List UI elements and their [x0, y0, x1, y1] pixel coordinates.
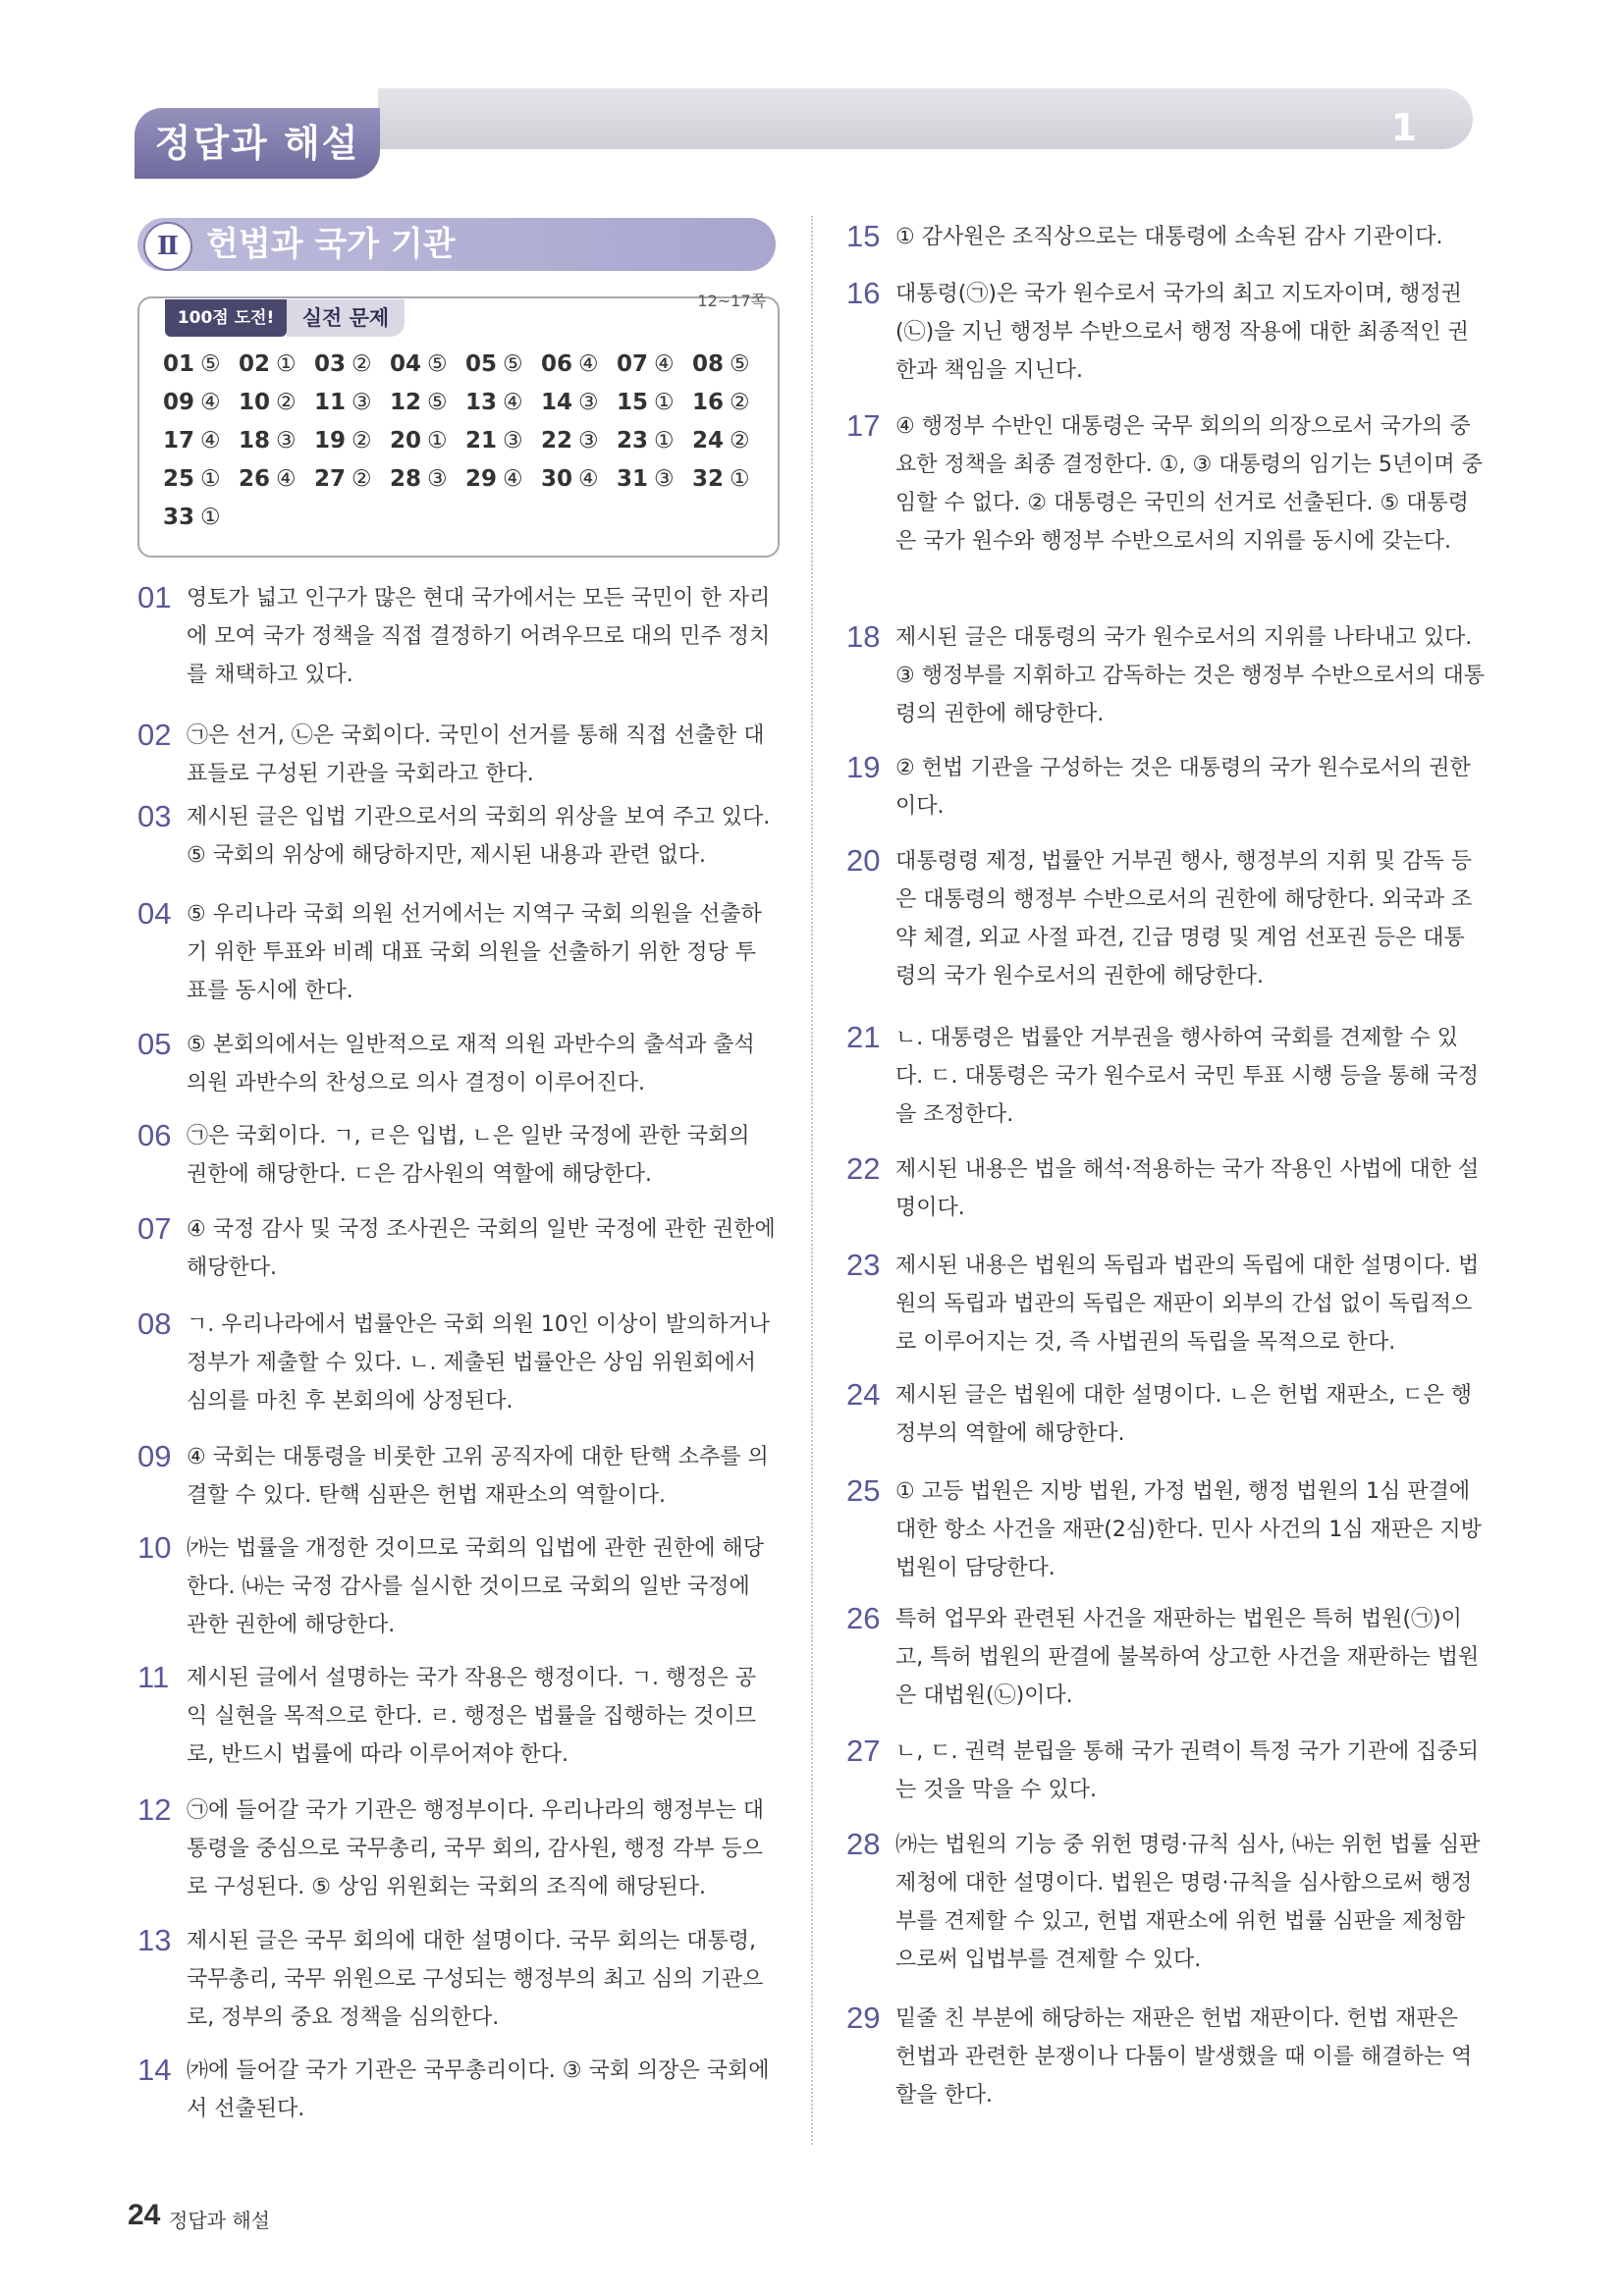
explanation-text: 제시된 내용은 법을 해석·적용하는 국가 작용인 사법에 대한 설명이다.	[895, 1157, 1480, 1220]
answer-item	[163, 505, 221, 530]
explanation-text: ⑤ 본회의에서는 일반적으로 재적 의원 과반수의 출석과 출석 의원 과반수의 찬성으로 의사 결정이 이루어진다.	[187, 1033, 755, 1095]
explanation-number: 02	[137, 718, 172, 752]
answer-choice: ①	[276, 351, 297, 377]
explanation-text: 밑줄 친 부분에 해당하는 재판은 헌법 재판이다. 헌법 재판은 헌법과 관련한 분쟁이나 다툼이 발생했을 때 이를 해결하는 역할을 한다.	[895, 2006, 1473, 2108]
answer-item	[163, 390, 221, 415]
explanation-text: ① 고등 법원은 지방 법원, 가정 법원, 행정 법원의 1심 판결에 대한 항소 사건을 재판(2심)한다. 민사 사건의 1심 재판은 지방 법원이 담당한다.	[895, 1479, 1482, 1580]
footer-label: 정답과 해설	[169, 2209, 270, 2232]
answer-item	[239, 390, 297, 415]
answer-question-number: 14	[541, 390, 573, 415]
explanation-text: ㉠은 선거, ㉡은 국회이다. 국민이 선거를 통해 직접 선출한 대표들로 구성된 기관을 국회라고 한다.	[187, 723, 765, 786]
answer-choice: ①	[200, 505, 221, 530]
answer-item	[239, 428, 297, 454]
answer-item	[314, 466, 372, 492]
explanation-number: 07	[137, 1211, 172, 1246]
answer-item	[541, 351, 599, 377]
answer-item	[617, 466, 675, 492]
answer-question-number: 01	[163, 351, 195, 377]
explanation-number: 04	[137, 896, 172, 931]
explanation-number: 29	[846, 2001, 881, 2035]
answer-item	[314, 390, 372, 415]
explanation-number: 25	[846, 1473, 881, 1508]
answer-question-number: 07	[617, 351, 649, 377]
answer-question-number: 32	[692, 466, 725, 492]
explanation-number: 28	[846, 1827, 881, 1861]
answer-question-number: 02	[239, 351, 271, 377]
explanation-number: 01	[137, 580, 172, 614]
answer-item	[617, 390, 675, 415]
explanation-text: 제시된 글은 입법 기관으로서의 국회의 위상을 보여 주고 있다. ⑤ 국회의 위상에 해당하지만, 제시된 내용과 관련 없다.	[187, 805, 771, 868]
answer-question-number: 17	[163, 428, 195, 454]
answer-item	[390, 466, 448, 492]
header-band	[378, 88, 1473, 149]
answer-choice: ④	[654, 351, 675, 377]
answer-question-number: 29	[465, 466, 498, 492]
explanation-number: 08	[137, 1307, 172, 1341]
answer-question-number: 31	[617, 466, 649, 492]
answer-choice: ⑤	[427, 390, 448, 415]
explanation-number: 15	[846, 219, 881, 253]
answer-question-number: 03	[314, 351, 347, 377]
answer-item	[465, 390, 523, 415]
badge-100-challenge: 100점 도전!	[165, 299, 287, 337]
answer-choice: ①	[427, 428, 448, 454]
explanation-text: 영토가 넓고 인구가 많은 현대 국가에서는 모든 국민이 한 자리에 모여 국가 정책을 직접 결정하기 어려우므로 대의 민주 정치를 채택하고 있다.	[187, 586, 771, 687]
answer-choice: ③	[427, 466, 448, 492]
footer-page-number: 24	[128, 2199, 161, 2231]
answer-item	[541, 390, 599, 415]
explanation-text: 대통령령 제정, 법률안 거부권 행사, 행정부의 지휘 및 감독 등은 대통령의 행정부 수반으로서의 권한에 해당한다. 외국과 조약 체결, 외교 사절 파견, 긴급 명령 및 계엄 선포권 등은 대통령의 국가 원수로서의 권한에 해당한다.	[895, 849, 1473, 988]
answer-question-number: 19	[314, 428, 347, 454]
explanation-number: 14	[137, 2053, 172, 2087]
answer-choice: ③	[578, 390, 599, 415]
answer-choice: ②	[352, 351, 372, 377]
answer-choice: ②	[730, 390, 750, 415]
explanation-number: 22	[846, 1151, 881, 1186]
answer-question-number: 05	[465, 351, 498, 377]
answer-item	[163, 428, 221, 454]
explanation-number: 21	[846, 1020, 881, 1054]
answer-question-number: 12	[390, 390, 422, 415]
answer-item	[692, 428, 750, 454]
explanation-text: ② 헌법 기관을 구성하는 것은 대통령의 국가 원수로서의 권한이다.	[895, 756, 1471, 819]
explanation-number: 03	[137, 799, 172, 833]
answer-question-number: 26	[239, 466, 271, 492]
explanation-text: 제시된 글은 국무 회의에 대한 설명이다. 국무 회의는 대통령, 국무총리, 국무 위원으로 구성되는 행정부의 최고 심의 기관으로, 정부의 중요 정책을 심의한다.	[187, 1929, 764, 2030]
explanation-number: 12	[137, 1792, 172, 1827]
answer-choice: ④	[578, 351, 599, 377]
answer-question-number: 11	[314, 390, 347, 415]
explanation-number: 18	[846, 619, 881, 654]
answer-choice: ④	[200, 390, 221, 415]
answer-question-number: 25	[163, 466, 195, 492]
explanation-text: ㉠에 들어갈 국가 기관은 행정부이다. 우리나라의 행정부는 대통령을 중심으로 국무총리, 국무 회의, 감사원, 행정 각부 등으로 구성된다. ⑤ 상임 위원회는 국회의 조직에 해당된다.	[187, 1798, 764, 1899]
explanation-number: 06	[137, 1118, 172, 1152]
page-range: 12~17쪽	[697, 292, 766, 310]
answer-choice: ②	[352, 428, 372, 454]
explanation-number: 16	[846, 276, 881, 310]
answer-item	[390, 351, 448, 377]
explanation-number: 19	[846, 750, 881, 784]
header-tab: 정답과 해설	[135, 108, 380, 179]
explanation-number: 13	[137, 1923, 172, 1957]
answer-choice: ④	[503, 466, 523, 492]
explanation-number: 27	[846, 1734, 881, 1768]
section-title: 헌법과 국가 기관	[206, 225, 456, 264]
explanation-text: ㉠은 국회이다. ㄱ, ㄹ은 입법, ㄴ은 일반 국정에 관한 국회의 권한에 해당한다. ㄷ은 감사원의 역할에 해당한다.	[187, 1124, 750, 1187]
explanation-text: ㄴ. 대통령은 법률안 거부권을 행사하여 국회를 견제할 수 있다. ㄷ. 대통령은 국가 원수로서 국민 투표 시행 등을 통해 국정을 조정한다.	[895, 1026, 1479, 1127]
answer-choice: ④	[200, 428, 221, 454]
explanation-text: 제시된 글은 대통령의 국가 원수로서의 지위를 나타내고 있다. ③ 행정부를 지휘하고 감독하는 것은 행정부 수반으로서의 대통령의 권한에 해당한다.	[895, 625, 1485, 726]
answer-choice: ③	[578, 428, 599, 454]
explanation-text: ㈎는 법률을 개정한 것이므로 국회의 입법에 관한 권한에 해당한다. ㈏는 국정 감사를 실시한 것이므로 국회의 일반 국정에 관한 권한에 해당한다.	[187, 1536, 764, 1637]
answer-question-number: 22	[541, 428, 573, 454]
answer-item	[465, 428, 523, 454]
answer-item	[465, 351, 523, 377]
explanation-text: ⑤ 우리나라 국회 의원 선거에서는 지역구 국회 의원을 선출하기 위한 투표와 비례 대표 국회 의원을 선출하기 위한 정당 투표를 동시에 한다.	[187, 902, 762, 1003]
explanation-number: 17	[846, 408, 881, 443]
answer-question-number: 10	[239, 390, 271, 415]
badge-real-problems: 실전 문제	[287, 299, 405, 337]
explanation-text: ① 감사원은 조직상으로는 대통령에 소속된 감사 기관이다.	[895, 225, 1443, 249]
section-number: Ⅱ	[143, 222, 192, 271]
answer-question-number: 09	[163, 390, 195, 415]
explanation-text: ㈎는 법원의 기능 중 위헌 명령·규칙 심사, ㈏는 위헌 법률 심판 제청에 대한 설명이다. 법원은 명령·규칙을 심사함으로써 행정부를 견제할 수 있고, 헌법 재판소에 위헌 법률 심판을 제청함으로써 입법부를 견제할 수 있다.	[895, 1833, 1481, 1972]
answer-question-number: 15	[617, 390, 649, 415]
answer-choice: ①	[654, 428, 675, 454]
answer-item	[163, 466, 221, 492]
explanation-text: 제시된 내용은 법원의 독립과 법관의 독립에 대한 설명이다. 법원의 독립과 법관의 독립은 재판이 외부의 간섭 없이 독립적으로 이루어지는 것, 즉 사법권의 독립을 목적으로 한다.	[895, 1254, 1480, 1355]
answer-question-number: 04	[390, 351, 422, 377]
answer-item	[314, 351, 372, 377]
explanation-text: ④ 국정 감사 및 국정 조사권은 국회의 일반 국정에 관한 권한에 해당한다.	[187, 1217, 776, 1280]
explanation-number: 23	[846, 1248, 881, 1282]
explanation-number: 26	[846, 1601, 881, 1635]
answer-choice: ④	[276, 466, 297, 492]
answer-question-number: 23	[617, 428, 649, 454]
answer-question-number: 24	[692, 428, 725, 454]
answer-item	[617, 351, 675, 377]
answer-item	[239, 351, 297, 377]
explanation-number: 10	[137, 1530, 172, 1565]
answer-item	[163, 351, 221, 377]
answer-question-number: 18	[239, 428, 271, 454]
explanation-number: 11	[137, 1660, 170, 1694]
answer-choice: ②	[276, 390, 297, 415]
answer-choice: ④	[503, 390, 523, 415]
answer-question-number: 06	[541, 351, 573, 377]
explanation-text: 대통령(㉠)은 국가 원수로서 국가의 최고 지도자이며, 행정권(㉡)을 지닌 행정부 수반으로서 행정 작용에 대한 최종적인 권한과 책임을 지닌다.	[895, 282, 1469, 383]
answer-choice: ③	[503, 428, 523, 454]
answer-item	[314, 428, 372, 454]
explanation-text: ㄱ. 우리나라에서 법률안은 국회 의원 10인 이상이 발의하거나 정부가 제출할 수 있다. ㄴ. 제출된 법률안은 상임 위원회에서 심의를 마친 후 본회의에 상정된다.	[187, 1312, 770, 1414]
explanation-text: ㈎에 들어갈 국가 기관은 국무총리이다. ③ 국회 의장은 국회에서 선출된다.	[187, 2058, 770, 2121]
answer-question-number: 20	[390, 428, 422, 454]
header-mark: 1	[1390, 106, 1418, 149]
answer-item	[541, 428, 599, 454]
answer-choice: ①	[654, 390, 675, 415]
answer-question-number: 33	[163, 505, 195, 530]
answer-item	[390, 428, 448, 454]
answer-question-number: 21	[465, 428, 498, 454]
answer-item	[692, 351, 750, 377]
answer-choice: ③	[276, 428, 297, 454]
explanation-text: 제시된 글에서 설명하는 국가 작용은 행정이다. ㄱ. 행정은 공익 실현을 목적으로 한다. ㄹ. 행정은 법률을 집행하는 것이므로, 반드시 법률에 따라 이루어져야 한다.	[187, 1666, 756, 1767]
answer-question-number: 16	[692, 390, 725, 415]
explanation-number: 05	[137, 1027, 172, 1061]
answer-question-number: 08	[692, 351, 725, 377]
answer-choice: ③	[352, 390, 372, 415]
answer-choice: ②	[352, 466, 372, 492]
explanation-number: 09	[137, 1439, 172, 1473]
explanation-text: 제시된 글은 법원에 대한 설명이다. ㄴ은 헌법 재판소, ㄷ은 행정부의 역할에 해당한다.	[895, 1383, 1472, 1446]
answer-choice: ①	[200, 466, 221, 492]
explanation-text: ④ 국회는 대통령을 비롯한 고위 공직자에 대한 탄핵 소추를 의결할 수 있다. 탄핵 심판은 헌법 재판소의 역할이다.	[187, 1445, 769, 1508]
answer-question-number: 13	[465, 390, 498, 415]
answer-item	[692, 390, 750, 415]
answer-choice: ③	[654, 466, 675, 492]
answer-item	[617, 428, 675, 454]
answer-item	[692, 466, 750, 492]
answer-item	[239, 466, 297, 492]
answer-question-number: 27	[314, 466, 347, 492]
explanation-number: 20	[846, 843, 881, 878]
explanation-text: ㄴ, ㄷ. 권력 분립을 통해 국가 권력이 특정 국가 기관에 집중되는 것을 막을 수 있다.	[895, 1739, 1479, 1802]
answer-choice: ⑤	[200, 351, 221, 377]
explanation-number: 24	[846, 1377, 881, 1412]
answer-choice: ⑤	[427, 351, 448, 377]
answer-choice: ①	[730, 466, 750, 492]
explanation-text: 특허 업무와 관련된 사건을 재판하는 법원은 특허 법원(㉠)이고, 특허 법원의 판결에 불복하여 상고한 사건을 재판하는 법원은 대법원(㉡)이다.	[895, 1607, 1480, 1708]
answer-item	[541, 466, 599, 492]
answer-item	[465, 466, 523, 492]
answer-choice: ②	[730, 428, 750, 454]
answer-choice: ⑤	[503, 351, 523, 377]
answer-question-number: 30	[541, 466, 573, 492]
answer-question-number: 28	[390, 466, 422, 492]
answer-item	[390, 390, 448, 415]
answer-choice: ⑤	[730, 351, 750, 377]
column-divider	[811, 216, 813, 2145]
answer-choice: ④	[578, 466, 599, 492]
explanation-text: ④ 행정부 수반인 대통령은 국무 회의의 의장으로서 국가의 중요한 정책을 최종 결정한다. ①, ③ 대통령의 임기는 5년이며 중임할 수 없다. ② 대통령은 국민의 선거로 선출된다. ⑤ 대통령은 국가 원수와 행정부 수반으로서의 지위를 동시에 갖는다.	[895, 414, 1483, 554]
